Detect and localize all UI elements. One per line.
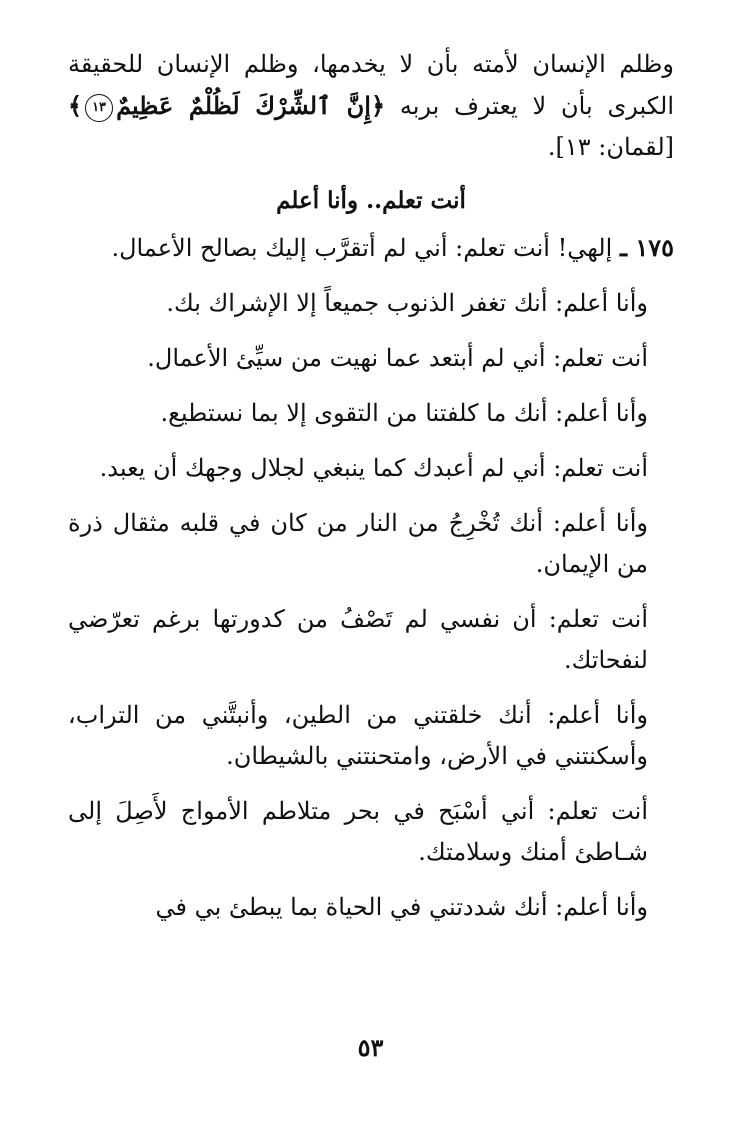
page-content (68, 44, 674, 928)
numbered-item (68, 227, 674, 269)
paragraph: أنت تعلم: أن نفسي لم تَصْفُ من كدورتها برغم تعرّضي لنفحاتك. (68, 605, 648, 674)
paragraph: أنت تعلم: أني أسْبَح في بحر متلاطم الأمواج لأَصِلَ إلى شـاطئ أمنك وسلامتك. (68, 797, 648, 866)
verse-reference: [لقمان: ١٣]. (547, 133, 674, 161)
item-number: ١٧٥ ـ (619, 233, 674, 262)
paragraph: وأنا أعلم: أنك شددتني في الحياة بما يبطئ بي في (155, 893, 648, 921)
ayah-number-mark: ١٣ (85, 94, 113, 122)
quran-verse: ﴿إِنَّ ٱلشِّرْكَ لَظُلْمٌ عَظِيمٌ١٣﴾ (68, 91, 385, 120)
paragraph: أنت تعلم: أني لم أعبدك كما ينبغي لجلال وجهك أن يعبد. (99, 454, 648, 482)
intro-paragraph (68, 44, 674, 168)
paragraph: أنت تعلم: أني لم أبتعد عما نهيت من سيِّئ الأعمال. (147, 344, 648, 372)
paragraph: وأنا أعلم: أنك تُخْرِجُ من النار من كان في قلبه مثقال ذرة من الإيمان. (68, 509, 648, 578)
intro-text: وظلم الإنسان لأمته بأن لا يخدمها، وظلم الإنسان للحقيقة الكبرى بأن لا يعترف بربه (68, 50, 674, 120)
verse-text: إِنَّ ٱلشِّرْكَ لَظُلْمٌ عَظِيمٌ (116, 91, 371, 120)
page-number: ٥٣ (357, 1033, 384, 1062)
section-heading: أنت تعلم.. وأنا أعلم (276, 187, 466, 214)
paragraph: وأنا أعلم: أنك ما كلفتنا من التقوى إلا بما نستطيع. (160, 399, 648, 427)
paragraph: وأنا أعلم: أنك خلقتني من الطين، وأنبتَّني من التراب، وأسكنتني في الأرض، وامتحنتني بالشيطان. (68, 701, 648, 770)
item-text: إلهي! أنت تعلم: أني لم أتقرَّب إليك بصالح الأعمال. (111, 234, 613, 262)
paragraph: وأنا أعلم: أنك تغفر الذنوب جميعاً إلا الإشراك بك. (166, 289, 648, 317)
